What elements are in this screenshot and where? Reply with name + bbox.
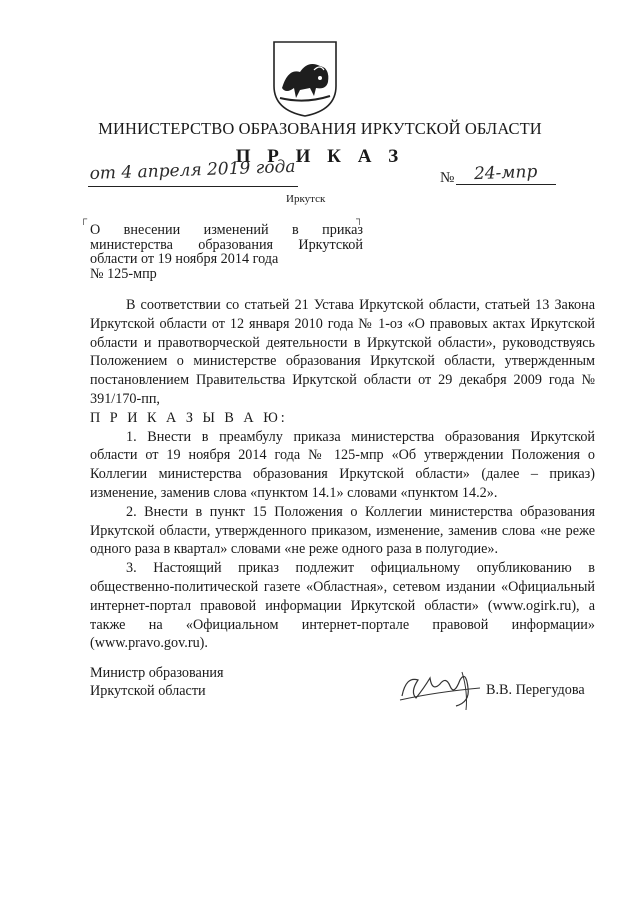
number-sign: № [440, 170, 455, 186]
subject-order-number: № 125-мпр [90, 266, 157, 282]
position-line-1: Министр образования [90, 665, 224, 681]
coat-of-arms-emblem [270, 38, 340, 118]
decree-word: П Р И К А З Ы В А Ю: [90, 409, 288, 426]
ministry-name: МИНИСТЕРСТВО ОБРАЗОВАНИЯ ИРКУТСКОЙ ОБЛАСТИ [98, 119, 542, 138]
position-line-2: Иркутской области [90, 683, 206, 699]
subject-heading: О внесении изменений в приказ министерства образования Иркутской области от 19 ноября 2014 года [90, 222, 363, 267]
city-name: Иркутск [286, 193, 326, 205]
corner-mark-right: ┐ [356, 214, 364, 225]
signatory-position [90, 664, 224, 700]
document-title: П Р И К А З [235, 146, 405, 167]
item-2-paragraph: 2. Внести в пункт 15 Положения о Коллегии министерства образования Иркутской области, утвержденного приказом, изменение, заменив слова «не реже одного раза в квартал» словами «не реже одного раза в полугодие». [90, 503, 595, 558]
signatory-name: В.В. Перегудова [486, 682, 585, 698]
item-3-paragraph: 3. Настоящий приказ подлежит официальному опубликованию в общественно-политической газете «Областная», сетевом издании «Официальный интернет-портал правовой информации Иркутской области» (www.ogirk.ru), а также на «Официальном интернет-портале правовой информации» (www.pravo.gov.ru). [90, 560, 595, 652]
document-body [90, 296, 595, 653]
handwritten-signature [396, 662, 486, 712]
intro-paragraph: В соответствии со статьей 21 Устава Иркутской области, статьей 13 Закона Иркутской области от 12 января 2010 года № 1-оз «О правовых актах Иркутской области и правотворческой деятельности в Иркутской области», руководствуясь Положением о министерстве образования Иркутской области, утвержденным постановлением Правительства Иркутской области от 29 декабря 2009 года № 391/170-пп, [90, 297, 595, 407]
item-1-paragraph: 1. Внести в преамбулу приказа министерства образования Иркутской области от 19 ноября 2014 года № 125-мпр «Об утверждении Положения о Коллегии министерства образования Иркутской области» (далее – приказ) изменение, заменив слова «пунктом 14.1» словами «пунктом 14.2». [90, 428, 595, 501]
corner-mark-left: ┌ [80, 214, 88, 225]
handwritten-date: от 4 апреля 2019 года [89, 156, 296, 184]
handwritten-number: 24-мпр [473, 161, 538, 185]
